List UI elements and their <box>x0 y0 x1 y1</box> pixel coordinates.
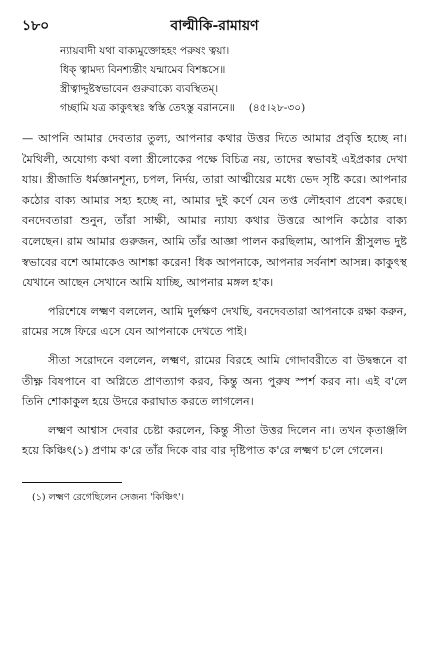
body-paragraph: সীতা সরোদনে বললেন, লক্ষ্মণ, রামের বিরহে আমি গোদাবরীতে বা উদ্বন্ধনে বা তীক্ষ্ণ বিষপানে বা অগ্নিতে প্রাণত্যাগ করব, কিন্তু অন্য পুরুষ স্পর্শ করব না। এই ব'লে তিনি শোকাকুল হয়ে উদরে করাঘাত করতে লাগলেন। <box>22 353 407 409</box>
footnote: (১) লক্ষ্মণ রেগেছিলেন সেজন্য 'কিঞ্চিৎ'। <box>32 491 185 503</box>
verse-line: ধিক্ ত্বামদ্য বিনশ্যন্তীং যন্মামেব বিশঙ্কসে॥ <box>60 64 226 76</box>
verse-line <box>60 99 407 118</box>
verse-line-text: গচ্ছামি যত্র কাকুৎস্থঃ স্বস্তি তেঽস্তু বরাননে॥ <box>60 102 235 114</box>
verse-line: স্ত্রীত্বাদ্দুষ্টস্বভাবেন গুরুবাক্যে ব্যবস্থিতম্। <box>60 83 219 95</box>
verse-line: ন্যায়বাদী যথা বাক্যমুক্তোহহং পরুষং ত্বয়া। <box>60 45 230 57</box>
page-number: ১৮০ <box>22 18 50 34</box>
body-paragraph: লক্ষ্মণ আশ্বাস দেবার চেষ্টা করলেন, কিন্তু সীতা উত্তর দিলেন না। তখন কৃতাঞ্জলি হয়ে কিঞ্চিৎ(১) প্রণাম ক'রে তাঁর দিকে বার বার দৃষ্টিপাত ক'রে লক্ষ্মণ চ'লে গেলেন। <box>22 423 407 458</box>
footnote-divider <box>22 482 122 483</box>
running-title: বাল্মীকি-রামায়ণ <box>170 18 259 34</box>
page-header <box>22 14 407 34</box>
body-paragraph: — আপনি আমার দেবতার তুল্য, আপনার কথার উত্তর দিতে আমার প্রবৃত্তি হচ্ছে না। মৈথিলী, অযোগ্য কথা বলা স্ত্রীলোকের পক্ষে বিচিত্র নয়, তাদের স্বভাবই এইপ্রকার দেখা যায়। স্ত্রীজাতি ধর্মজ্ঞানশূন্য, চপল, নির্দয়, তারা আত্মীয়ের মধ্যে ভেদ সৃষ্টি করে। আপনার কঠোর বাক্য আমার সহ্য হচ্ছে না, আমার দুই কর্ণে যেন তপ্ত লৌহবাণ প্রবেশ করছে। বনদেবতারা শুনুন, তাঁরা সাক্ষী, আমার ন্যায্য কথার উত্তরে আপনি কঠোর বাক্য বলেছেন। রাম আমার গুরুজন, আমি তাঁর আজ্ঞা পালন করছিলাম, আপনি স্ত্রীসুলভ দুষ্ট স্বভাবের বশে আমাকেও আশঙ্কা করেন! ধিক আপনাকে, আপনার সর্বনাশ আসন্ন। কাকুৎস্থ যেখানে আছেন সেখানে আমি যাচ্ছি, আপনার মঙ্গল হ'ক। <box>22 132 407 290</box>
body-paragraph: পরিশেষে লক্ষ্মণ বললেন, আমি দুর্লক্ষণ দেখছি, বনদেবতারা আপনাকে রক্ষা করুন, রামের সঙ্গে ফিরে এসে যেন আপনাকে দেখতে পাই। <box>22 304 407 339</box>
sanskrit-verse <box>60 42 407 118</box>
verse-reference: (৪৫।২৮-৩০) <box>248 102 306 114</box>
